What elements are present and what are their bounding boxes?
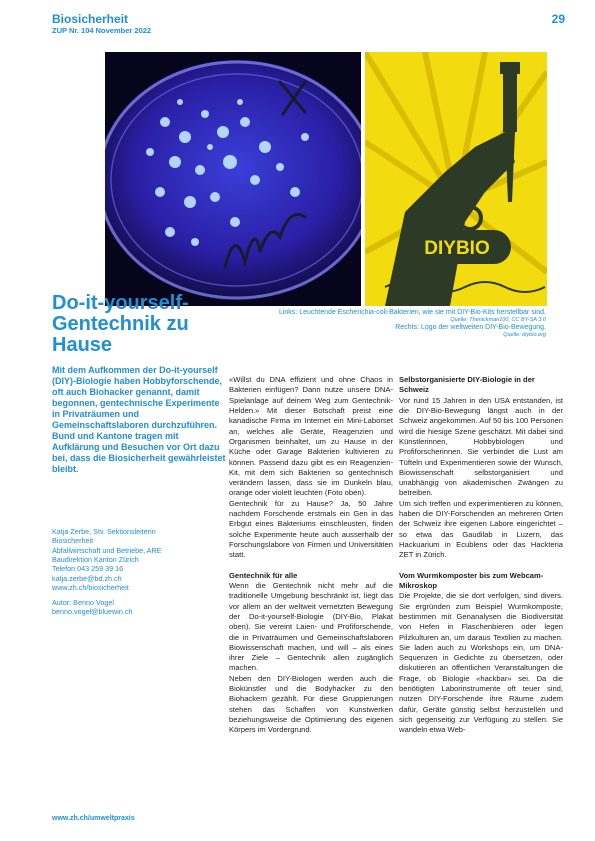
- caption-right-source: Quelle: diybio.org: [503, 332, 546, 339]
- page-number: 29: [551, 12, 565, 26]
- article-column-2: [229, 375, 393, 736]
- paragraph: Wenn die Gentechnik nicht mehr auf die traditionelle Umgebung beschränkt ist, liegt das vor allem an der weltweit vernetzten Bewegung der Do-it-yourself-Biologie (DIY-Bio, Plakat oben). Sie vereint Laien- und Profiforschende, die in Privaträumen und Gemeinschaftslaboren Biowissenschaft machen, und will – als eines ihrer Ziele – Gentechnik allen zugänglich machen.: [229, 580, 393, 673]
- author1-name: Katja Zerbe, Stv. Sektionsleiterin: [52, 527, 156, 536]
- author1-email[interactable]: katja.zerbe@bd.zh.ch: [52, 573, 122, 583]
- article-column-3: [399, 375, 563, 736]
- section-title: Biosicherheit: [52, 12, 129, 26]
- subheading: Gentechnik für alle: [229, 570, 298, 580]
- footer-url[interactable]: www.zh.ch/umweltpraxis: [52, 815, 135, 822]
- paragraph: Vor rund 15 Jahren in den USA entstanden, ist die DIY-Bio-Bewegung längst auch in der Schweiz angekommen. Auf 50 bis 100 Personen wird die hiesige Szene geschätzt. Mit dabei sind Künstlerinnen, Hobbybiologen und Profiforscherinnen. Sie verbindet die Lust am Tüfteln und Experimentieren sowie der Wunsch, Biowissenschaft selbstorganisiert und unabhängig von akademischen Zwängen zu betreiben.: [399, 395, 563, 498]
- paragraph: «Willst du DNA effizient und ohne Chaos in Bakterien einfügen? Dann nutze unsere DNA-Spielanlage auf deinem Weg zum Gentechnik-Helden.» Mit dieser Botschaft preist eine kanadische Firma im Internet ein Mini-Laborset an, welches alle Geräte, Reagenzien und Organismen beinhaltet, um zu Hause in der Küche oder Garage Bakterien kultivieren zu können. Passend dazu gibt es ein Reagenzien-Kit, mit dem sich Bakterien so gentechnisch verändern lassen, dass sie im Dunkeln blau, orange oder violett leuchten (Foto oben).: [229, 375, 393, 498]
- paragraph: Neben den DIY-Biologen werden auch die Biokünstler und die Bodyhacker zu den Biohackern gezählt. Für diese Gruppierungen stehen das Schaffen von Kunstwerken beziehungsweise die Optimierung des eigenen Körpers im Vordergrund.: [229, 673, 393, 735]
- paragraph: Gentechnik für zu Hause? Ja, 50 Jahre nachdem Forschende erstmals ein Gen in das Erbgut eines Bakteriums einschleusten, finden solche Experimente heute auch ausserhalb der Forschungslabore von Firmen und Universitäten statt.: [229, 498, 393, 560]
- subheading: Vom Wurmkomposter bis zum Webcam-Mikroskop: [399, 570, 544, 590]
- diybio-logo-poster: [365, 52, 547, 306]
- petri-dish-photo: [105, 52, 361, 306]
- caption-right: Rechts: Logo der weltweiten DIY-Bio-Bewegung.: [395, 323, 546, 331]
- diybio-logo-text: DIYBIO: [424, 238, 490, 259]
- caption-left-source: Quelle: Thenickman100, CC BY-SA 3.0: [450, 317, 546, 324]
- author-info: [52, 527, 226, 616]
- diybio-logo-icon: [365, 52, 547, 306]
- author2-label: Autor: Benno Vogel: [52, 597, 114, 607]
- paragraph: Um sich treffen und experimentieren zu können, haben die DIY-Forschenden an mehreren Orten der Schweiz ihre eigenen Labore eingerichtet – so etwa das Gaudilab in Luzern, das Hackuarium in Ecublens oder das Hackteria ZET in Zürich.: [399, 498, 563, 560]
- article-lead: Mit dem Aufkommen der Do-it-yourself (DIY)-Biologie haben Hobbyforschende, oft auch Biohacker genannt, damit begonnen, gentechnische Experimente in Privaträumen und Gemeinschaftslaboren durchzuführen. Bund und Kantone tragen mit Aufklärung und Besuchen vor Ort dazu bei, dass die Biosicherheit gewährleistet bleibt.: [52, 365, 226, 474]
- author1-phone: Telefon 043 259 39 16: [52, 564, 124, 574]
- author1-web[interactable]: www.zh.ch/biosicherheit: [52, 583, 129, 593]
- issue-label: ZUP Nr. 104 November 2022: [52, 26, 152, 35]
- author2-email[interactable]: benno.vogel@bluewin.ch: [52, 606, 133, 616]
- article-headline: Do-it-yourself-Gentechnik zu Hause: [52, 292, 189, 357]
- petri-dish-icon: [105, 52, 361, 306]
- paragraph: Die Projekte, die sie dort verfolgen, sind divers. Sie ergründen zum Beispiel Wurmkomposte, bestimmen mit Genanalysen die Biodiversität von Hefen in Flaschenbieren oder legen Pilzkulturen an, um daraus Textilien zu machen. Sie laden auch zu Workshops ein, um DNA-Sequenzen in Gedichte zu übersetzen, oder diskutieren an öffentlichen Veranstaltungen die Frage, ob Biologie «hackbar» sei. Da die benötigten Laborinstrumente oft teuer sind, nutzen DIY-Forschende ihre Räume zudem dafür, Geräte günstig selbst herzustellen und sich gegenseitig zur Verfügung zu stellen. Sie wandeln etwa Web-: [399, 591, 563, 735]
- subheading: Selbstorganisierte DIY-Biologie in der Schweiz: [399, 375, 535, 395]
- author1-office: Abfallwirtschaft und Betriebe, ARE: [52, 545, 162, 555]
- author1-dept: Biosicherheit: [52, 536, 94, 546]
- image-caption: [230, 309, 546, 339]
- author1-org: Baudirektion Kanton Zürich: [52, 555, 139, 565]
- caption-left: Links: Leuchtende Escherichia-coli-Bakterien, wie sie mit DIY-Bio-Kits herstellbar sind.: [278, 309, 546, 316]
